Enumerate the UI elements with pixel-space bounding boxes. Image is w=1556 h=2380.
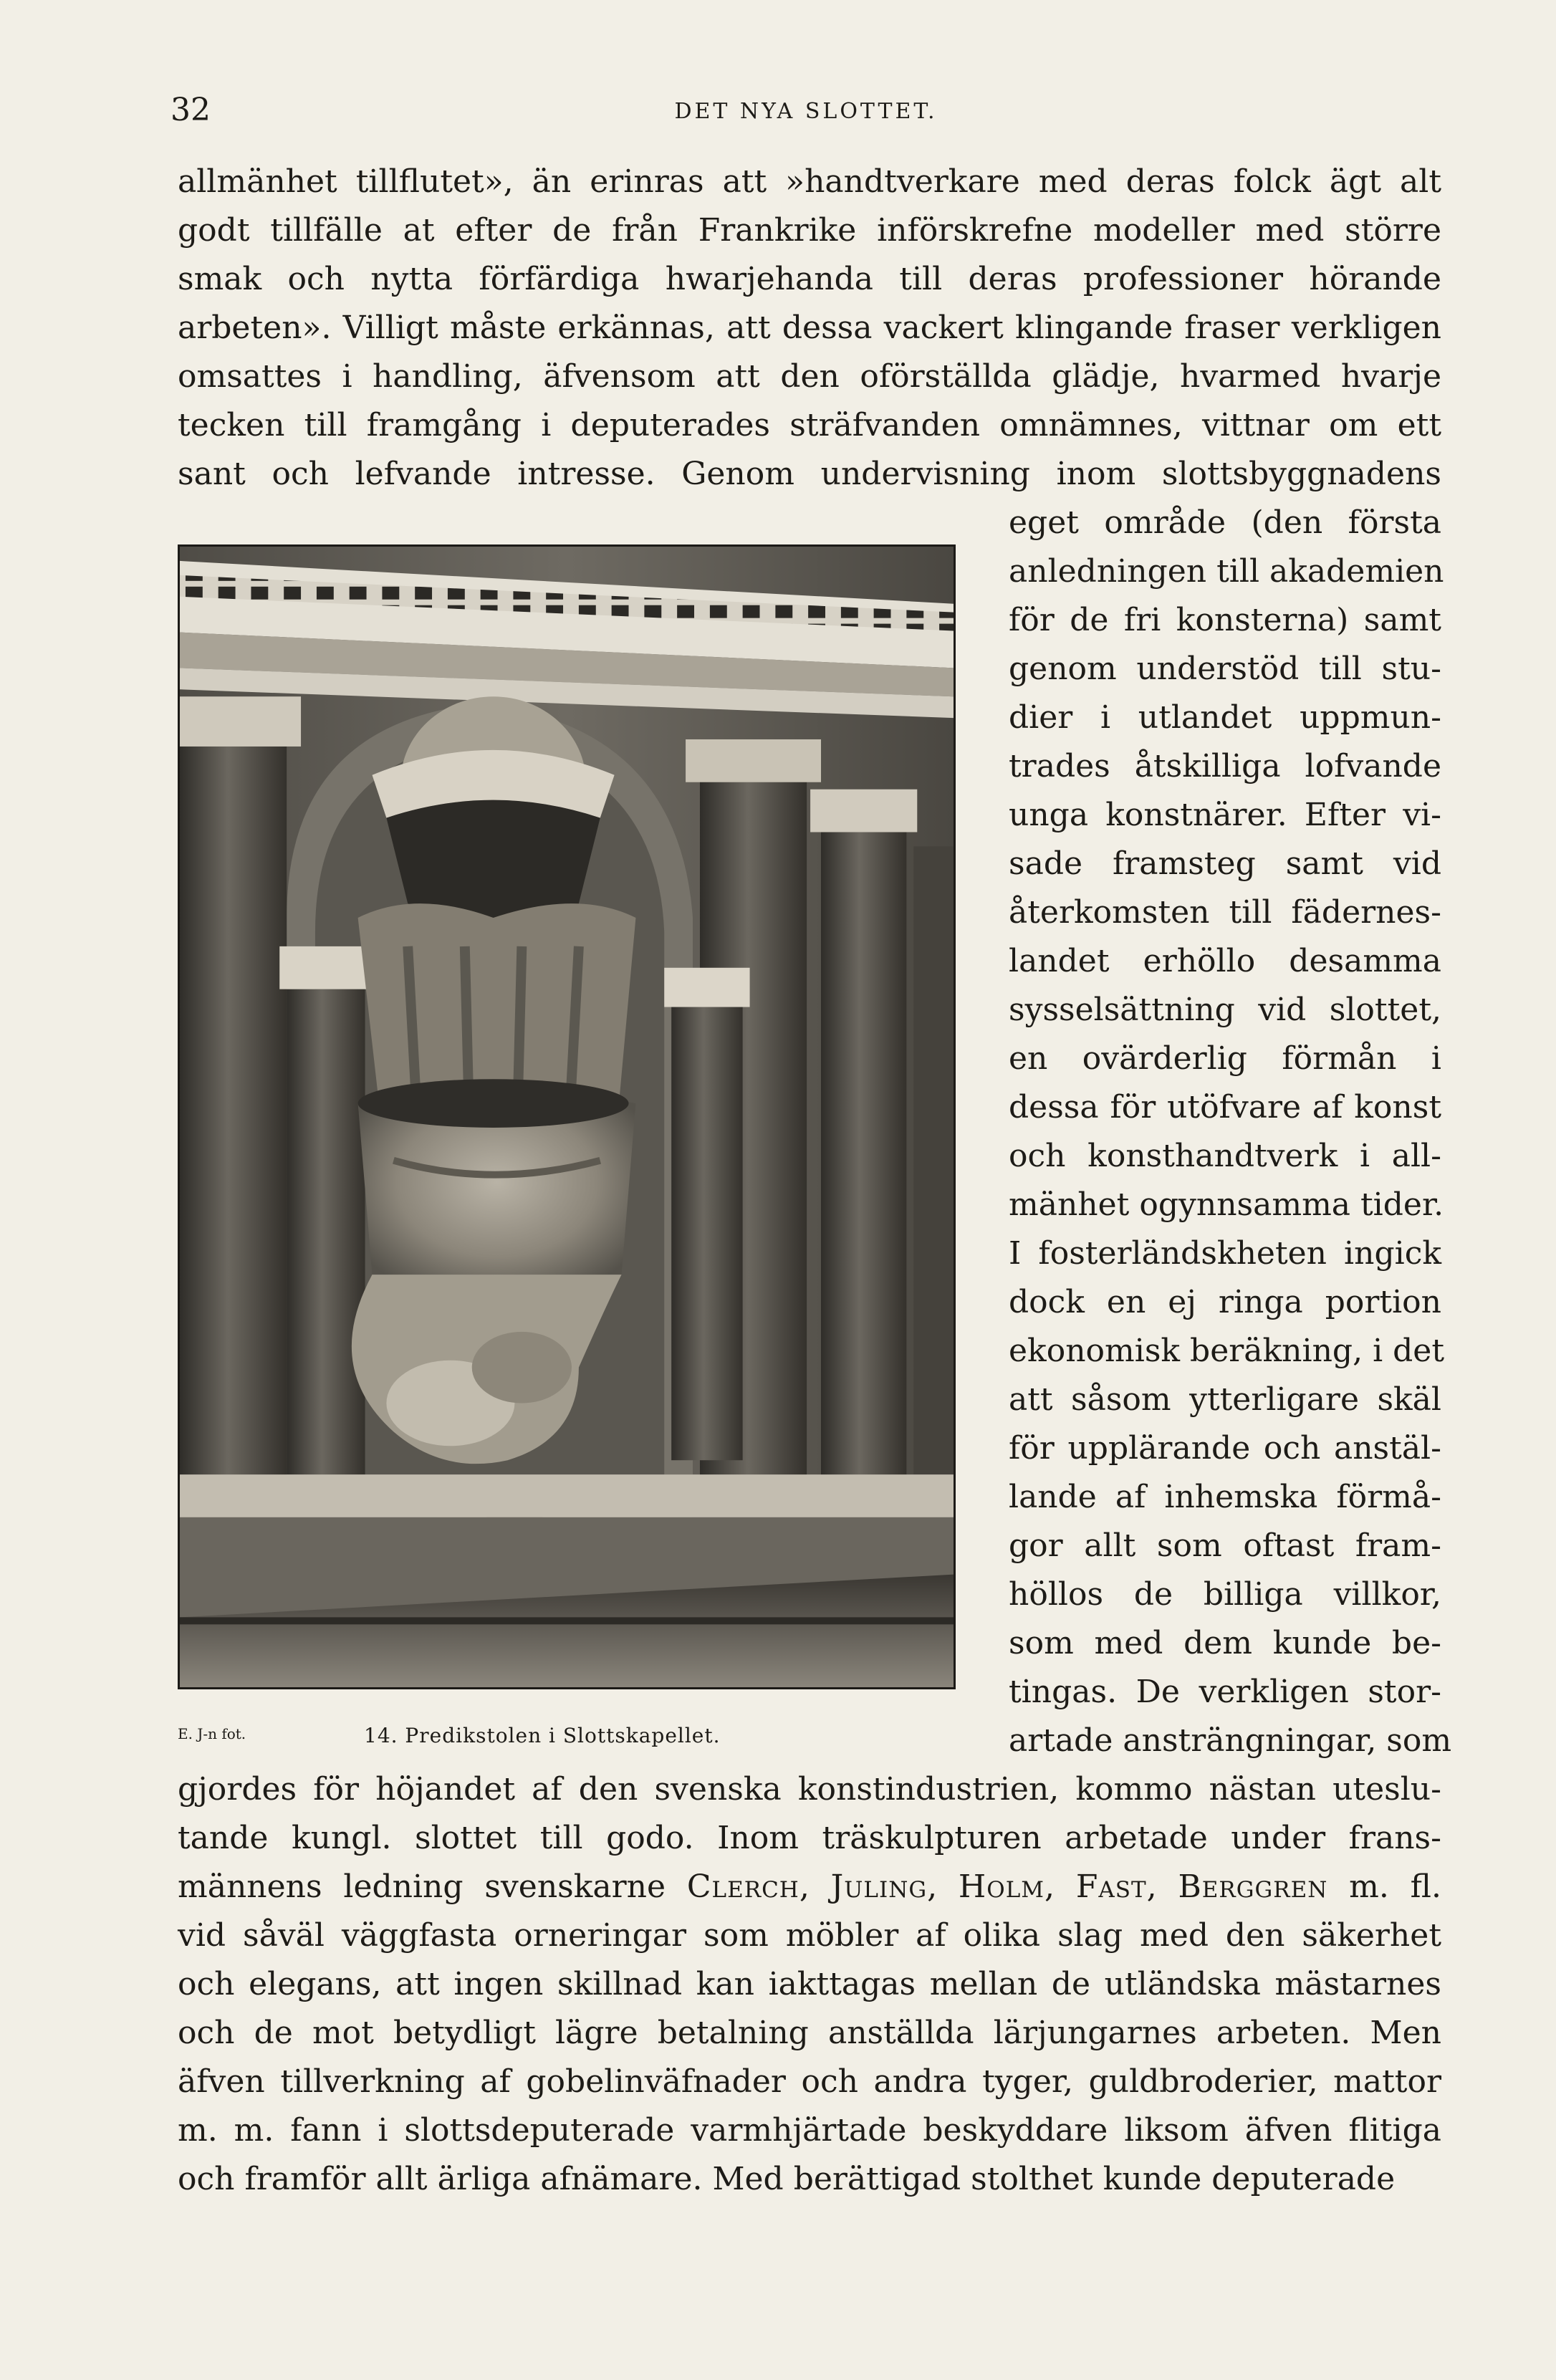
text-line: för upplärande och anstäl- (1009, 1430, 1441, 1467)
text-line: tingas. De verkligen stor- (1009, 1674, 1441, 1710)
text-line-with-names: männens ledning svenskarne Clerch, Juling, Holm, Fast, Berggren m. fl. (178, 1868, 1441, 1905)
running-title: DET NYA SLOTTET. (674, 99, 938, 124)
text-line: för de fri konsterna) samt (1009, 602, 1441, 638)
text-line: unga konstnärer. Efter vi- (1009, 797, 1441, 833)
text-line: tecken till framgång i deputerades sträfvanden omnämnes, vittnar om ett (178, 407, 1441, 443)
photo-credit: E. J-n fot. (178, 1725, 246, 1742)
text-line: artade ansträngningar, som (1009, 1722, 1452, 1759)
text-line: och elegans, att ingen skillnad kan iakttagas mellan de utländska mästarnes (178, 1966, 1441, 2002)
name-juling: Juling (830, 1868, 928, 1905)
text-line: anledningen till akademien (1009, 553, 1444, 590)
text-line: arbeten». Villigt måste erkännas, att dessa vackert klingande fraser verkligen (178, 310, 1441, 346)
name-clerch: Clerch (686, 1868, 799, 1905)
text-line: och framför allt ärliga afnämare. Med berättigad stolthet kunde deputerade (178, 2161, 1396, 2197)
text-line: sade framsteg samt vid (1009, 845, 1441, 882)
text-line: dock en ej ringa portion (1009, 1284, 1441, 1320)
text-line: I fosterländskheten ingick (1009, 1235, 1441, 1272)
text-line: äfven tillverkning af gobelinväfnader och andra tyger, guldbroderier, mattor (178, 2063, 1441, 2100)
text-line: allmänhet tillflutet», än erinras att »handtverkare med deras folck ägt alt (178, 163, 1441, 200)
figure-caption: 14. Predikstolen i Slottskapellet. (364, 1724, 721, 1747)
text-line: dier i utlandet uppmun- (1009, 699, 1441, 736)
text-line: eget område (den första (1009, 504, 1441, 541)
text-line: m. m. fann i slottsdeputerade varmhjärtade beskyddare liksom äfven flitiga (178, 2112, 1441, 2149)
page-header (171, 92, 1441, 135)
text-line: godt tillfälle at efter de från Frankrike införskrefne modeller med större (178, 212, 1441, 249)
text-line: och de mot betydligt lägre betalning anställda lärjungarnes arbeten. Men (178, 2015, 1441, 2051)
text-line: omsattes i handling, äfvensom att den oförställda glädje, hvarmed hvarje (178, 358, 1441, 395)
text-fragment: männens ledning svenskarne (178, 1868, 666, 1905)
text-line: sant och lefvande intresse. Genom undervisning inom slottsbyggnadens (178, 456, 1441, 492)
page-number: 32 (171, 92, 211, 128)
name-berggren: Berggren (1178, 1868, 1328, 1905)
text-line: ekonomisk beräkning, i det (1009, 1333, 1445, 1369)
text-line: gjordes för höjandet af den svenska konstindustrien, kommo nästan uteslu- (178, 1771, 1441, 1808)
text-line: smak och nytta förfärdiga hwarjehanda till deras professioner hörande (178, 261, 1441, 297)
text-line: sysselsättning vid slottet, (1009, 992, 1441, 1028)
text-line: dessa för utöfvare af konst (1009, 1089, 1441, 1126)
text-line: tande kungl. slottet till godo. Inom träskulpturen arbetade under frans- (178, 1820, 1441, 1856)
name-holm: Holm (958, 1868, 1045, 1905)
text-line: lande af inhemska förmå- (1009, 1479, 1441, 1515)
name-fast: Fast (1075, 1868, 1147, 1905)
text-line: återkomsten till fädernes- (1009, 894, 1441, 931)
text-line: gor allt som oftast fram- (1009, 1527, 1441, 1564)
text-line: landet erhöllo desamma (1009, 943, 1441, 979)
text-line: mänhet ogynnsamma tider. (1009, 1186, 1444, 1223)
text-line: höllos de billiga villkor, (1009, 1576, 1441, 1613)
text-line: vid såväl väggfasta orneringar som möbler af olika slag med den säkerhet (178, 1917, 1441, 1954)
text-line: och konsthandtverk i all- (1009, 1138, 1441, 1174)
pulpit-photograph (178, 544, 956, 1689)
pulpit-illustration (180, 547, 954, 1687)
text-line: att såsom ytterligare skäl (1009, 1381, 1441, 1418)
text-line: en ovärderlig förmån i (1009, 1040, 1441, 1077)
text-line: genom understöd till stu- (1009, 651, 1441, 687)
text-line: som med dem kunde be- (1009, 1625, 1441, 1661)
text-fragment: m. fl. (1349, 1868, 1441, 1905)
text-line: trades åtskilliga lofvande (1009, 748, 1441, 784)
